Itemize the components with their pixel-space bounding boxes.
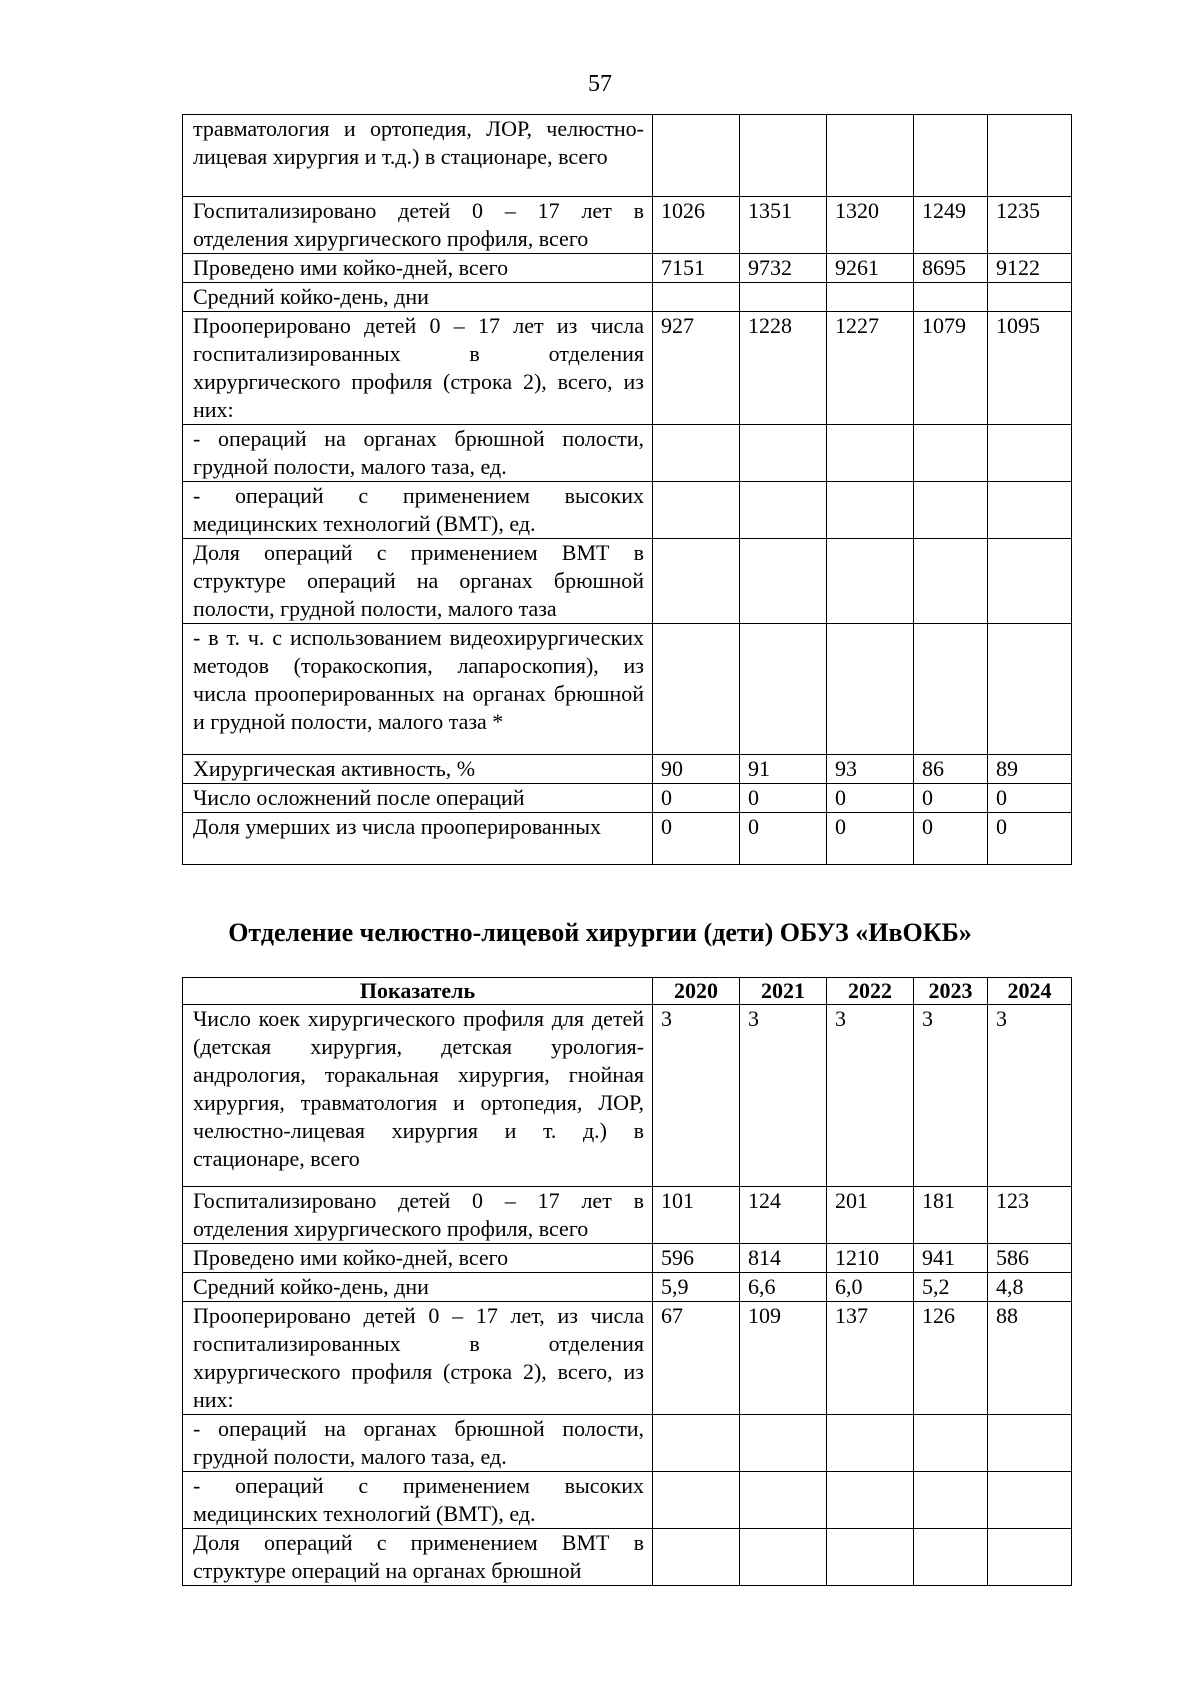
value-cell: 9261 [827,254,914,283]
value-cell [740,1415,827,1472]
value-cell: 8695 [914,254,988,283]
header-year: 2021 [740,978,827,1005]
header-year: 2020 [653,978,740,1005]
value-cell: 3 [740,1005,827,1187]
value-cell: 0 [653,784,740,813]
table-row [183,482,1072,539]
indicator-cell: Доля операций с применением ВМТ в структуре операций на органах брюшной полости, грудной полости, малого таза [183,539,653,624]
value-cell: 1210 [827,1244,914,1273]
value-cell: 0 [653,813,740,865]
table-row [183,784,1072,813]
value-cell: 0 [827,813,914,865]
table-row [183,1244,1072,1273]
table-row [183,813,1072,865]
value-cell: 814 [740,1244,827,1273]
value-cell [653,624,740,755]
value-cell [827,425,914,482]
indicator-cell: Доля операций с применением ВМТ в структуре операций на органах брюшной [183,1529,653,1586]
value-cell [653,1529,740,1586]
value-cell [653,115,740,197]
value-cell [653,425,740,482]
value-cell: 91 [740,755,827,784]
indicator-cell: Госпитализировано детей 0 – 17 лет в отделения хирургического профиля, всего [183,1187,653,1244]
value-cell: 1249 [914,197,988,254]
header-year: 2022 [827,978,914,1005]
header-year: 2024 [988,978,1072,1005]
table-row [183,197,1072,254]
value-cell: 0 [740,813,827,865]
value-cell: 0 [827,784,914,813]
value-cell: 0 [914,784,988,813]
value-cell [914,425,988,482]
hospital-stats-table-continued [182,114,1072,865]
value-cell [827,539,914,624]
value-cell: 123 [988,1187,1072,1244]
indicator-cell: Число коек хирургического профиля для детей (детская хирургия, детская урология-андрология, торакальная хирургия, гнойная хирургия, травматология и ортопедия, ЛОР, челюстно-лицевая хирургия и т. д.) в стационаре, всего [183,1005,653,1187]
indicator-cell: Прооперировано детей 0 – 17 лет, из числа госпитализированных в отделения хирургического профиля (строка 2), всего, из них: [183,1302,653,1415]
value-cell: 4,8 [988,1273,1072,1302]
value-cell: 3 [914,1005,988,1187]
value-cell [740,1529,827,1586]
value-cell [740,283,827,312]
value-cell [988,1529,1072,1586]
value-cell: 1079 [914,312,988,425]
value-cell: 6,6 [740,1273,827,1302]
value-cell [653,283,740,312]
value-cell [988,425,1072,482]
indicator-cell: Средний койко-день, дни [183,1273,653,1302]
value-cell [827,482,914,539]
value-cell [653,1472,740,1529]
value-cell: 90 [653,755,740,784]
indicator-cell: Доля умерших из числа прооперированных [183,813,653,865]
value-cell [914,1529,988,1586]
value-cell [827,1472,914,1529]
value-cell: 3 [827,1005,914,1187]
value-cell [914,283,988,312]
value-cell: 0 [914,813,988,865]
indicator-cell: - в т. ч. с использованием видеохирургических методов (торакоскопия, лапароскопия), из числа прооперированных на органах брюшной и грудной полости, малого таза * [183,624,653,755]
value-cell [740,1472,827,1529]
value-cell: 941 [914,1244,988,1273]
table-row [183,425,1072,482]
value-cell: 1026 [653,197,740,254]
indicator-cell: Хирургическая активность, % [183,755,653,784]
indicator-cell: Проведено ими койко-дней, всего [183,1244,653,1273]
value-cell: 586 [988,1244,1072,1273]
indicator-cell: - операций с применением высоких медицинских технологий (ВМТ), ед. [183,1472,653,1529]
value-cell [740,115,827,197]
value-cell [914,482,988,539]
value-cell: 101 [653,1187,740,1244]
table-row [183,1273,1072,1302]
value-cell: 3 [988,1005,1072,1187]
value-cell [914,539,988,624]
value-cell: 5,2 [914,1273,988,1302]
indicator-cell: травматология и ортопедия, ЛОР, челюстно-лицевая хирургия и т.д.) в стационаре, всего [183,115,653,197]
value-cell: 126 [914,1302,988,1415]
value-cell: 7151 [653,254,740,283]
value-cell [653,482,740,539]
value-cell: 3 [653,1005,740,1187]
table-row [183,1472,1072,1529]
table-row [183,1187,1072,1244]
value-cell [914,1472,988,1529]
value-cell: 93 [827,755,914,784]
value-cell [914,1415,988,1472]
value-cell: 1351 [740,197,827,254]
value-cell: 1228 [740,312,827,425]
section-title: Отделение челюстно-лицевой хирургии (дети) ОБУЗ «ИвОКБ» [228,918,972,947]
value-cell [827,624,914,755]
value-cell: 201 [827,1187,914,1244]
value-cell [740,425,827,482]
header-indicator: Показатель [183,978,653,1005]
value-cell: 0 [988,784,1072,813]
table-row [183,1415,1072,1472]
value-cell: 89 [988,755,1072,784]
value-cell [988,283,1072,312]
value-cell: 67 [653,1302,740,1415]
table-row [183,312,1072,425]
table-row [183,624,1072,755]
indicator-cell: - операций на органах брюшной полости, грудной полости, малого таза, ед. [183,1415,653,1472]
indicator-cell: - операций на органах брюшной полости, грудной полости, малого таза, ед. [183,425,653,482]
value-cell [653,1415,740,1472]
indicator-cell: Средний койко-день, дни [183,283,653,312]
value-cell: 86 [914,755,988,784]
value-cell [827,283,914,312]
value-cell: 6,0 [827,1273,914,1302]
table-row [183,1302,1072,1415]
value-cell: 9122 [988,254,1072,283]
value-cell [740,482,827,539]
value-cell: 88 [988,1302,1072,1415]
indicator-cell: Прооперировано детей 0 – 17 лет из числа госпитализированных в отделения хирургического профиля (строка 2), всего, из них: [183,312,653,425]
value-cell [988,539,1072,624]
table-header-row [183,978,1072,1005]
value-cell: 9732 [740,254,827,283]
value-cell [988,115,1072,197]
table-row [183,115,1072,197]
table-row [183,755,1072,784]
value-cell: 1095 [988,312,1072,425]
value-cell: 1320 [827,197,914,254]
page-number: 57 [588,71,612,97]
value-cell: 0 [740,784,827,813]
value-cell [988,1472,1072,1529]
value-cell [988,482,1072,539]
indicator-cell: Проведено ими койко-дней, всего [183,254,653,283]
table-row [183,1529,1072,1586]
value-cell [988,624,1072,755]
value-cell [827,1415,914,1472]
indicator-cell: - операций с применением высоких медицинских технологий (ВМТ), ед. [183,482,653,539]
table-row [183,539,1072,624]
table-row [183,1005,1072,1187]
value-cell: 137 [827,1302,914,1415]
value-cell: 1235 [988,197,1072,254]
value-cell [827,115,914,197]
table-row [183,254,1072,283]
value-cell: 1227 [827,312,914,425]
maxillofacial-surgery-table [182,977,1072,1586]
value-cell [827,1529,914,1586]
value-cell [914,624,988,755]
value-cell [740,624,827,755]
value-cell: 5,9 [653,1273,740,1302]
value-cell [740,539,827,624]
value-cell: 0 [988,813,1072,865]
header-year: 2023 [914,978,988,1005]
indicator-cell: Число осложнений после операций [183,784,653,813]
table-row [183,283,1072,312]
value-cell [653,539,740,624]
value-cell: 109 [740,1302,827,1415]
value-cell: 927 [653,312,740,425]
value-cell [914,115,988,197]
value-cell: 596 [653,1244,740,1273]
value-cell: 124 [740,1187,827,1244]
value-cell: 181 [914,1187,988,1244]
value-cell [988,1415,1072,1472]
indicator-cell: Госпитализировано детей 0 – 17 лет в отделения хирургического профиля, всего [183,197,653,254]
